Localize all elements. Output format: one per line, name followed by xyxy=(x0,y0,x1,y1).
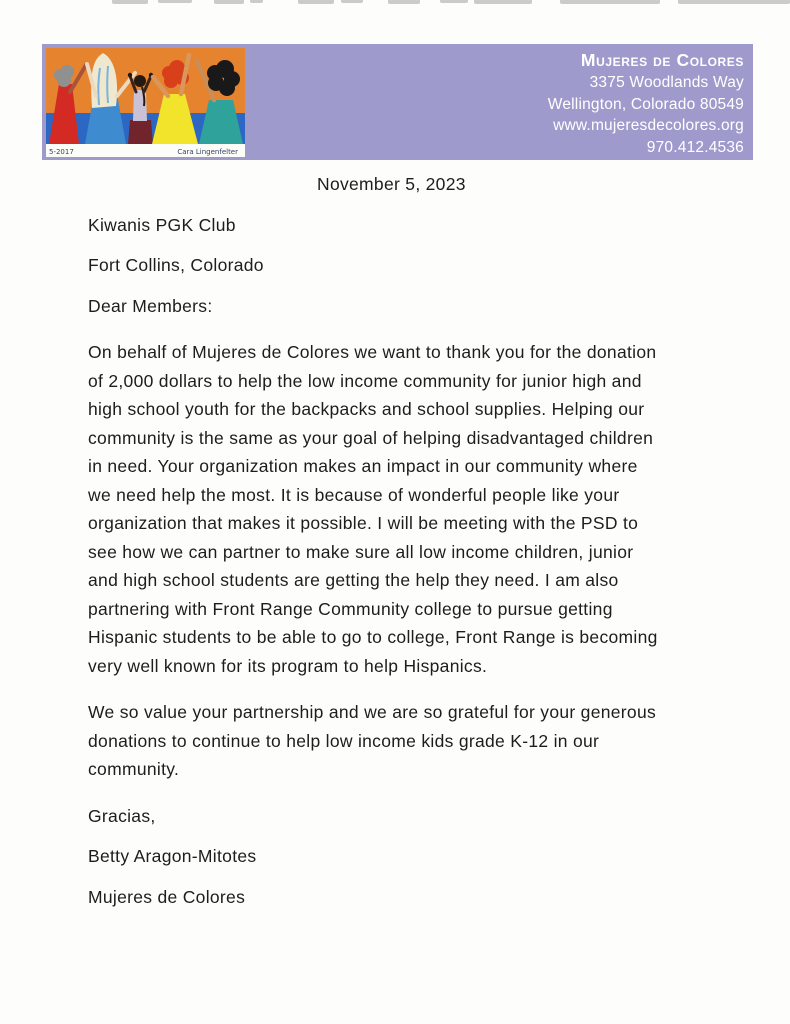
text-line: and high school students are getting the help they need. I am also xyxy=(88,570,619,590)
text-line: of 2,000 dollars to help the low income community for junior high and xyxy=(88,370,642,391)
artist-signature: Cara Lingenfelter xyxy=(177,148,238,156)
org-name: Mujeres de Colores xyxy=(580,50,744,70)
mujeres-painting xyxy=(46,48,245,157)
text-line: we need help the most. It is because of wonderful people like your xyxy=(88,484,620,505)
text-line: We so value your partnership and we are so grateful for your generous xyxy=(88,702,657,722)
salutation: Dear Members: xyxy=(88,295,213,316)
org-address-street: 3375 Woodlands Way xyxy=(589,74,744,91)
scanner-artifact-marks xyxy=(0,0,790,8)
recipient-location: Fort Collins, Colorado xyxy=(88,255,264,275)
text-line: see how we can partner to make sure all low income children, junior xyxy=(88,541,634,562)
text-line: community. xyxy=(88,759,180,779)
text-line: community is the same as your goal of helping disadvantaged children xyxy=(88,427,654,448)
letterhead-banner xyxy=(42,44,753,160)
closing: Gracias, xyxy=(88,805,156,826)
org-contact-block xyxy=(548,49,744,158)
text-line: Hispanic students to be able to go to college, Front Range is becoming xyxy=(88,627,658,647)
text-line: organization that makes it possible. I will be meeting with the PSD to xyxy=(88,513,639,533)
text-line: very well known for its program to help Hispanics. xyxy=(88,655,488,676)
letterhead-artwork xyxy=(46,48,245,157)
letter-paragraph-2 xyxy=(88,698,738,784)
signature-org: Mujeres de Colores xyxy=(88,886,246,907)
text-line: On behalf of Mujeres de Colores we want to thank you for the donation xyxy=(88,342,657,362)
letter-date: November 5, 2023 xyxy=(317,174,466,194)
text-line: donations to continue to help low income kids grade K-12 in our xyxy=(88,730,600,751)
text-line: in need. Your organization makes an impact in our community where xyxy=(88,456,638,476)
org-address-city: Wellington, Colorado 80549 xyxy=(547,95,744,113)
text-line: partnering with Front Range Community college to pursue getting xyxy=(88,598,613,619)
text-line: high school youth for the backpacks and school supplies. Helping our xyxy=(88,399,645,419)
signature-name: Betty Aragon-Mitotes xyxy=(88,846,257,866)
letter-body xyxy=(88,170,738,923)
recipient-name: Kiwanis PGK Club xyxy=(88,214,236,235)
org-phone: 970.412.4536 xyxy=(646,138,744,156)
org-website: www.mujeresdecolores.org xyxy=(553,117,744,134)
artwork-date-caption: 5-2017 xyxy=(49,148,74,156)
letter-paragraph-1 xyxy=(88,338,738,680)
